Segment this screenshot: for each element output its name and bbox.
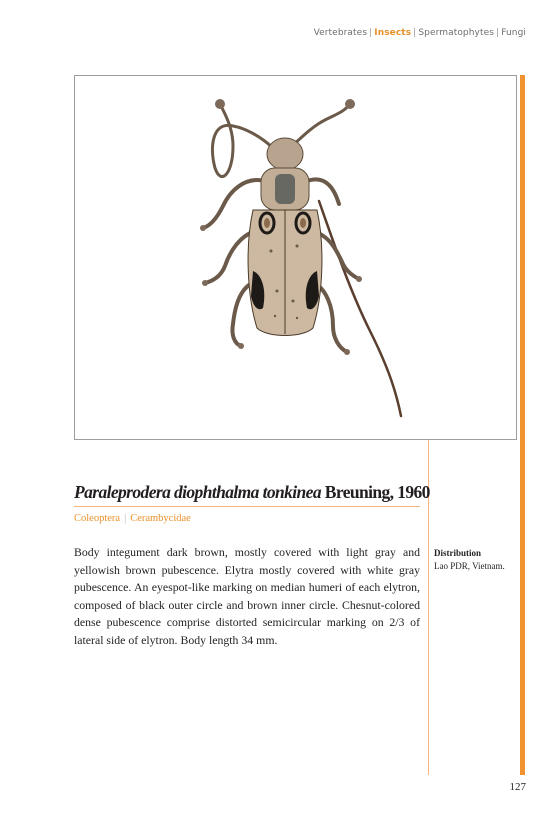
section-nav bbox=[314, 28, 526, 38]
page-number: 127 bbox=[509, 781, 526, 793]
taxonomy-line bbox=[74, 513, 191, 524]
title-divider bbox=[74, 506, 420, 507]
species-description: Body integument dark brown, mostly covered with light gray and yellowish brown pubescence. Elytra mostly covered with white gray pubescence. An eyespot-like marking on median humeri of each elytron, composed of black outer circle and brown inner circle. Chesnut-colored dense pubescence comprise distorted semicircular marking on 2/3 of lateral side of elytron. Body length 34 mm. bbox=[74, 545, 420, 647]
nav-separator: | bbox=[369, 28, 373, 38]
scientific-name: Paraleprodera diophthalma tonkinea bbox=[74, 482, 321, 502]
distribution-value: Lao PDR, Vietnam. bbox=[434, 561, 505, 571]
nav-item-fungi[interactable]: Fungi bbox=[501, 28, 526, 38]
distribution-heading: Distribution bbox=[434, 548, 482, 558]
nav-separator: | bbox=[496, 28, 500, 38]
beetle-illustration bbox=[75, 76, 518, 441]
taxon-order: Coleoptera bbox=[74, 513, 121, 524]
taxon-separator: | bbox=[124, 513, 127, 524]
taxon-family: Cerambycidae bbox=[130, 513, 191, 524]
nav-item-spermatophytes[interactable]: Spermatophytes bbox=[418, 28, 495, 38]
species-authority: Breuning, 1960 bbox=[324, 482, 430, 502]
nav-item-insects[interactable]: Insects bbox=[374, 28, 412, 38]
specimen-photo bbox=[74, 75, 517, 440]
nav-separator: | bbox=[413, 28, 417, 38]
accent-bar bbox=[520, 75, 525, 775]
nav-item-vertebrates[interactable]: Vertebrates bbox=[313, 28, 368, 38]
species-title bbox=[74, 482, 430, 503]
